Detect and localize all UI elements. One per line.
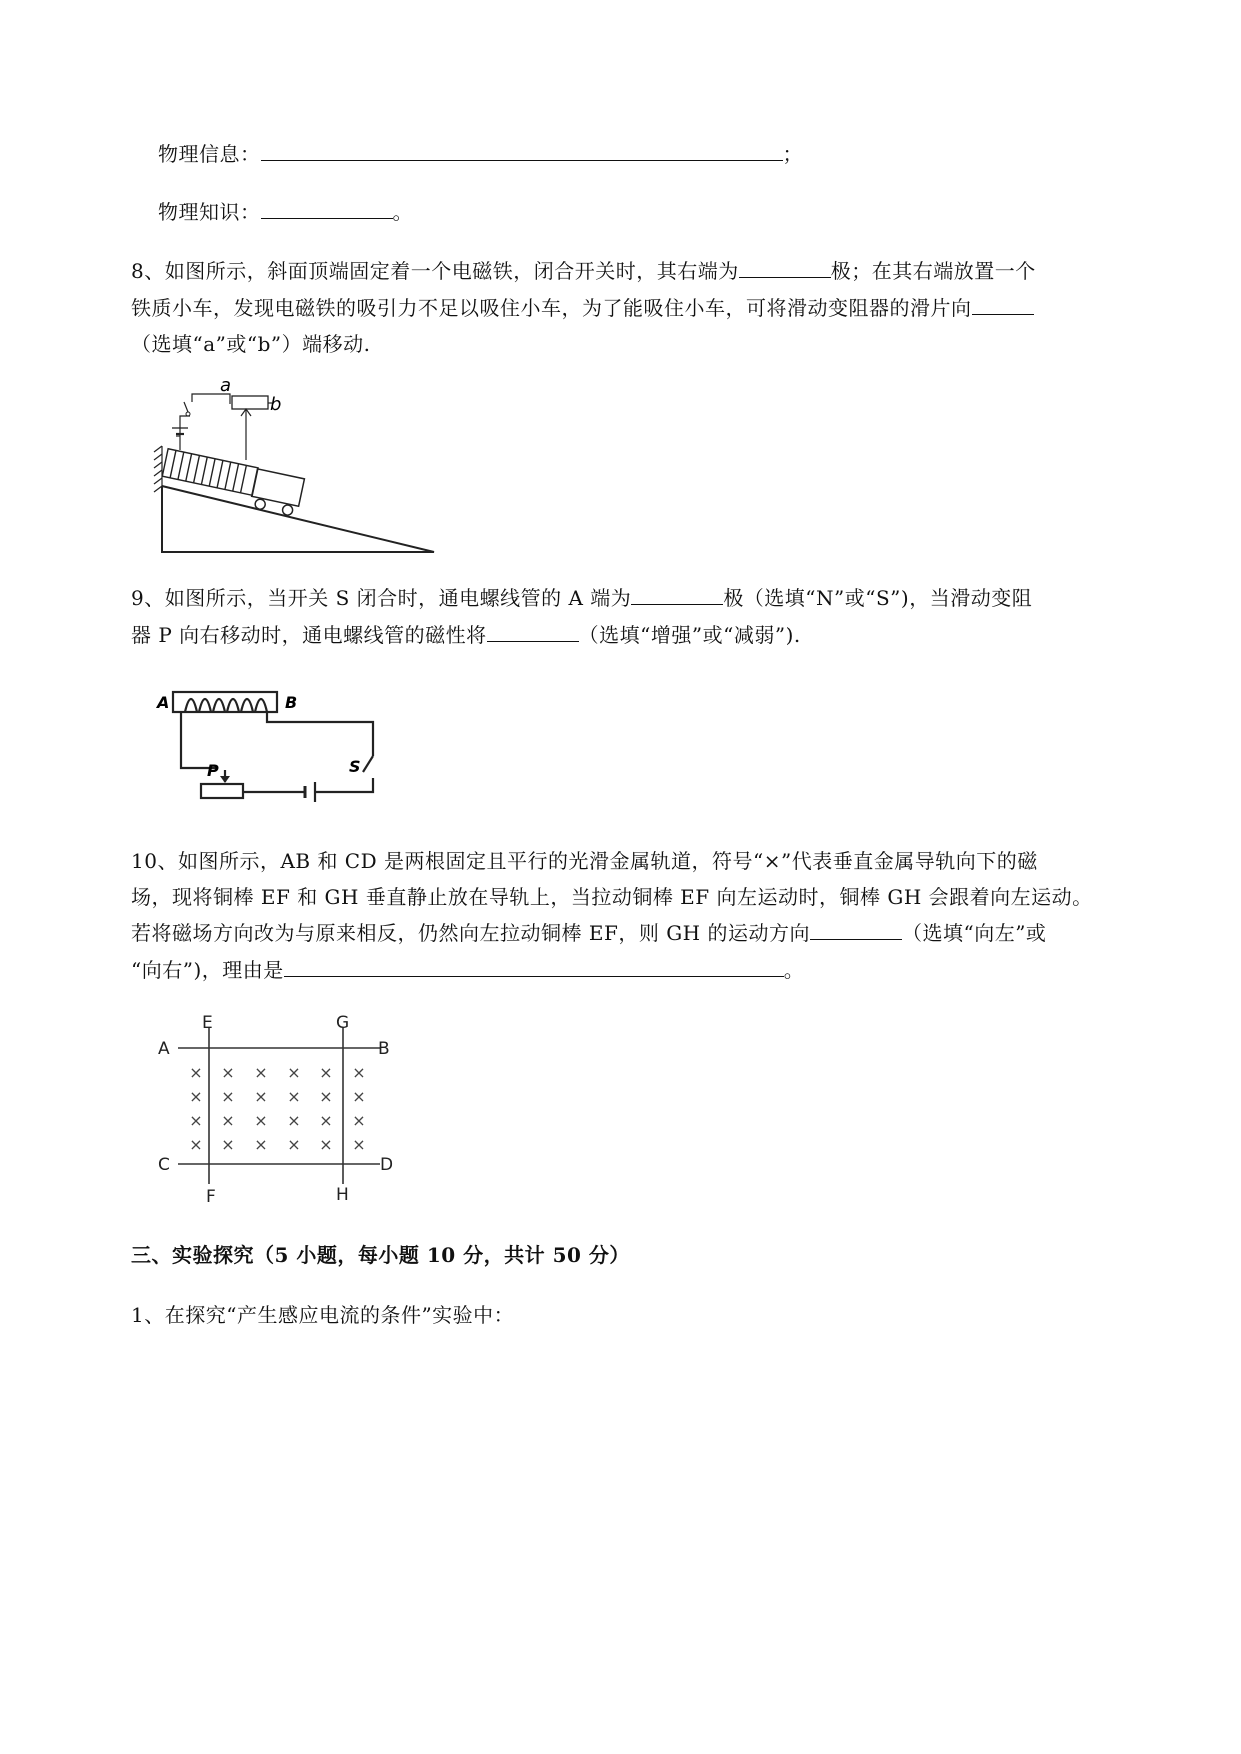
field-cross: × [254, 1087, 268, 1106]
fig10-label-B: B [378, 1039, 390, 1059]
q10-text-3b: （选填“向左”或 [901, 921, 1047, 945]
field-cross: × [221, 1135, 235, 1154]
field-cross: × [352, 1087, 366, 1106]
fig10-label-D: D [380, 1155, 394, 1175]
field-cross: × [254, 1135, 268, 1154]
fig10-magnetic-field-crosses [189, 1063, 365, 1154]
q9-line-1 [131, 583, 1032, 613]
q9-text-2b: （选填“增强”或“减弱”). [578, 623, 801, 647]
q8-text-1b: 极；在其右端放置一个 [830, 259, 1036, 283]
field-cross: × [319, 1111, 333, 1130]
field-cross: × [287, 1063, 301, 1082]
field-cross: × [189, 1111, 203, 1130]
field-cross: × [352, 1135, 366, 1154]
fig10-rails-diagram [150, 1012, 400, 1212]
fig9-label-P: P [207, 761, 219, 780]
physics-info-label: 物理信息： [158, 142, 261, 166]
field-cross: × [352, 1111, 366, 1130]
physics-knowledge-label: 物理知识： [158, 200, 261, 224]
physics-knowledge-line [158, 197, 413, 227]
field-cross: × [189, 1135, 203, 1154]
q8-blank-pole[interactable] [739, 257, 831, 278]
q9-blank-magnetism[interactable] [487, 621, 579, 642]
q8-text-2: 铁质小车，发现电磁铁的吸引力不足以吸住小车，为了能吸住小车，可将滑动变阻器的滑片向 [131, 296, 972, 320]
fig10-label-H: H [336, 1185, 349, 1205]
fig10-label-G: G [336, 1013, 350, 1033]
fig10-label-A: A [158, 1039, 170, 1059]
q10-text-2: 场，现将铜棒 EF 和 GH 垂直静止放在导轨上，当拉动铜棒 EF 向左运动时，铜棒 GH 会跟着向左运动。 [131, 885, 1093, 909]
field-cross: × [254, 1111, 268, 1130]
fig9-label-B: B [285, 693, 298, 712]
q10-blank-direction[interactable] [810, 919, 902, 940]
q8-blank-direction[interactable] [972, 294, 1034, 315]
physics-info-blank[interactable] [261, 140, 783, 161]
q10-text-4b: 。 [783, 958, 805, 982]
s3q1-text: 1、在探究“产生感应电流的条件”实验中： [131, 1303, 515, 1327]
field-cross: × [352, 1063, 366, 1082]
field-cross: × [189, 1087, 203, 1106]
fig8-incline-diagram [150, 378, 440, 556]
q10-line-3 [131, 918, 1046, 948]
q8-text-1a: 8、如图所示，斜面顶端固定着一个电磁铁，闭合开关时，其右端为 [131, 259, 739, 283]
q10-text-3a: 若将磁场方向改为与原来相反，仍然向左拉动铜棒 EF，则 GH 的运动方向 [131, 921, 810, 945]
fig10-label-E: E [202, 1013, 213, 1033]
field-cross: × [189, 1063, 203, 1082]
fig9-label-A: A [157, 693, 170, 712]
fig9-label-S: S [349, 757, 361, 776]
q8-line-2 [131, 293, 1034, 323]
fig9-solenoid-diagram [155, 686, 383, 806]
physics-knowledge-end: 。 [392, 200, 413, 224]
section3-title: 三、实验探究（5 小题，每小题 10 分，共计 50 分） [131, 1243, 630, 1267]
field-cross: × [254, 1063, 268, 1082]
q10-line-4 [131, 955, 804, 985]
q9-text-1a: 9、如图所示，当开关 S 闭合时，通电螺线管的 A 端为 [131, 586, 632, 610]
field-cross: × [287, 1087, 301, 1106]
q10-line-1 [131, 846, 1038, 876]
q10-blank-reason[interactable] [284, 956, 784, 977]
field-cross: × [319, 1135, 333, 1154]
fig8-label-b: b [270, 394, 282, 415]
q10-text-4a: “向右”)，理由是 [131, 958, 284, 982]
field-cross: × [221, 1063, 235, 1082]
q9-line-2 [131, 620, 801, 650]
field-cross: × [319, 1063, 333, 1082]
field-cross: × [287, 1111, 301, 1130]
q10-text-1: 10、如图所示，AB 和 CD 是两根固定且平行的光滑金属轨道，符号“×”代表垂直金属导轨向下的磁 [131, 849, 1038, 873]
q8-text-3: （选填“a”或“b”）端移动. [131, 332, 371, 356]
fig10-label-F: F [206, 1187, 216, 1207]
field-cross: × [287, 1135, 301, 1154]
q10-line-2 [131, 882, 1093, 912]
fig10-label-C: C [158, 1155, 170, 1175]
physics-info-line [158, 139, 803, 169]
q9-blank-pole[interactable] [631, 584, 723, 605]
fig8-label-a: a [220, 378, 232, 396]
q8-line-1 [131, 256, 1036, 286]
q8-line-3 [131, 329, 370, 359]
field-cross: × [319, 1087, 333, 1106]
physics-info-end: ； [782, 142, 803, 166]
q9-text-1b: 极（选填“N”或“S”)，当滑动变阻 [723, 586, 1033, 610]
physics-knowledge-blank[interactable] [261, 198, 393, 219]
field-cross: × [221, 1087, 235, 1106]
field-cross: × [221, 1111, 235, 1130]
q9-text-2a: 器 P 向右移动时，通电螺线管的磁性将 [131, 623, 487, 647]
